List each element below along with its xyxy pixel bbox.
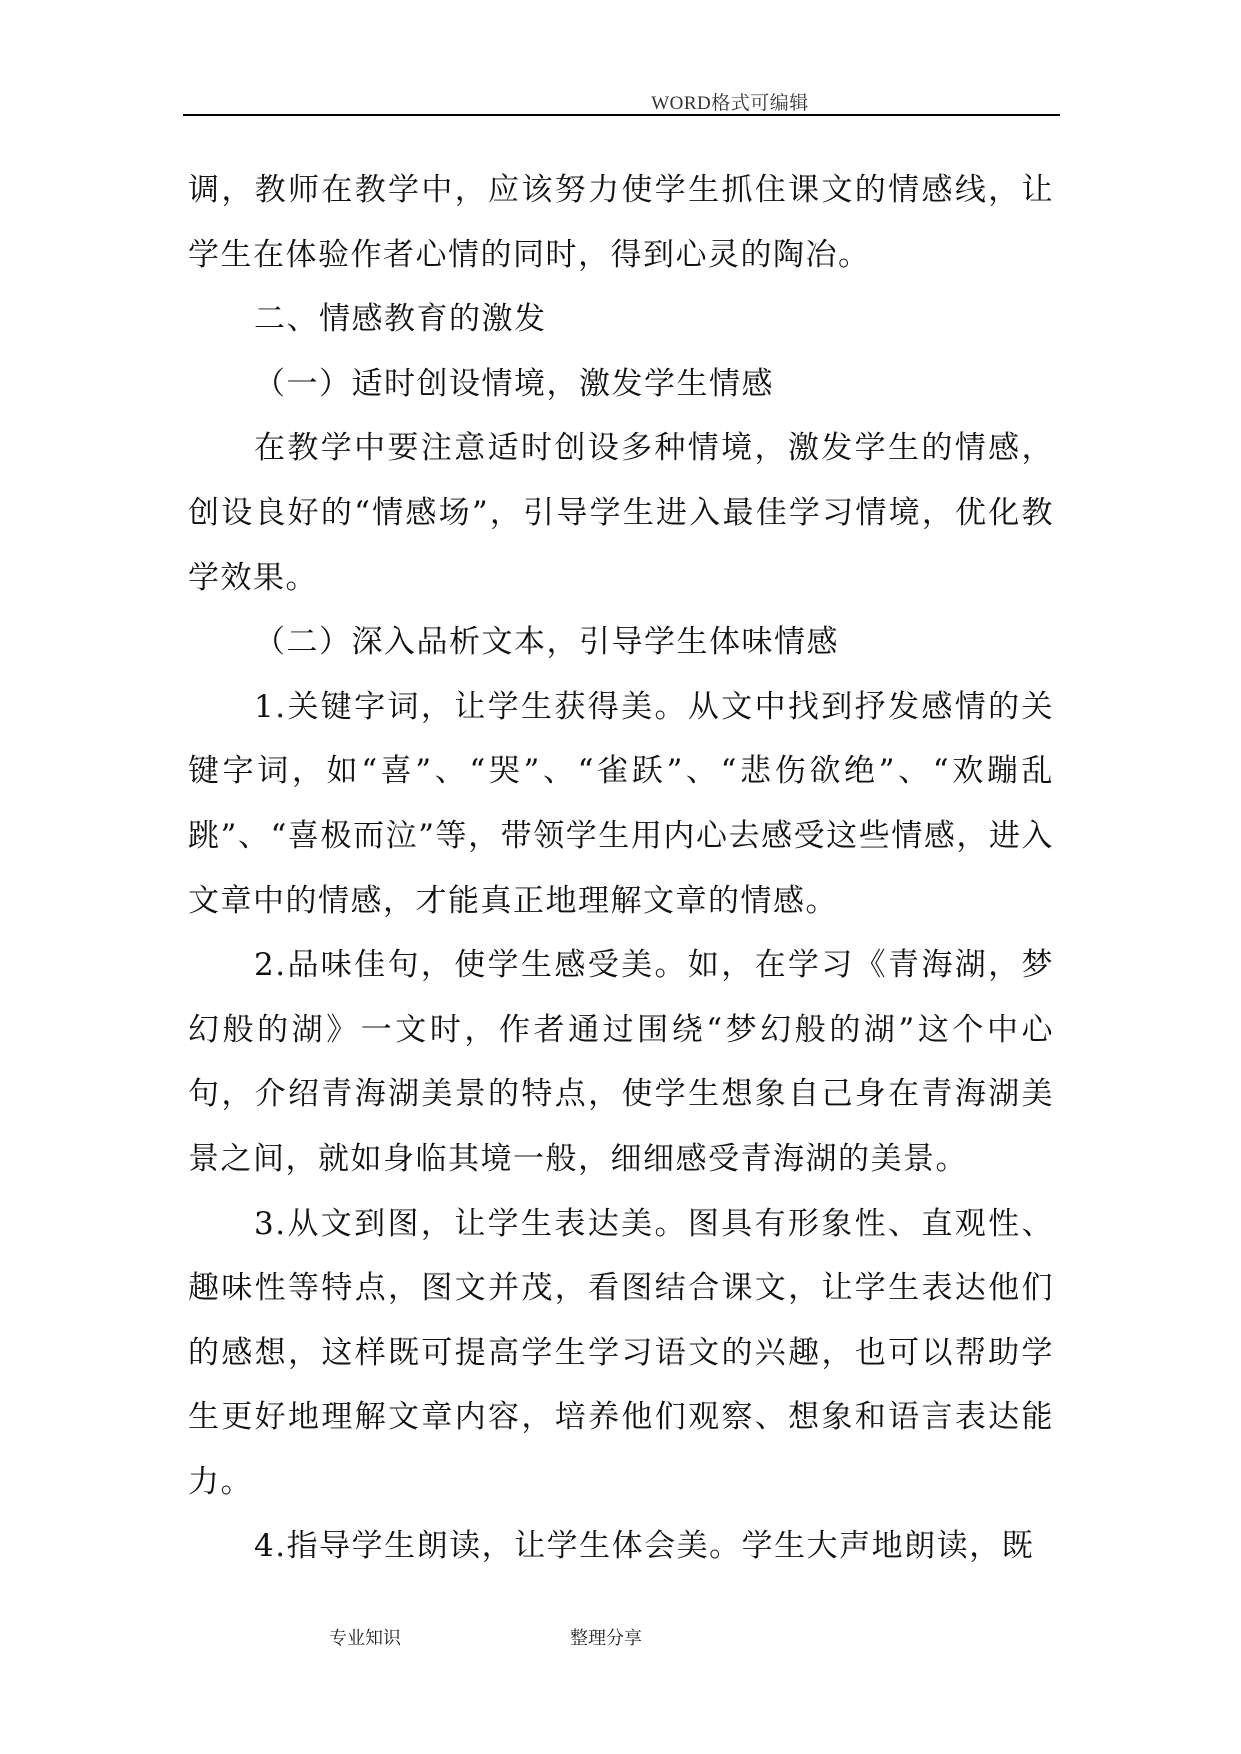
page-header-text: WORD格式可编辑 — [651, 93, 809, 114]
subsection-heading: （二）深入品析文本，引导学生体味情感 — [254, 624, 839, 661]
footer-left-text: 专业知识 — [329, 1628, 401, 1649]
list-item: 3.从文到图，让学生表达美。图具有形象性、直观性、趣味性等特点，图文并茂，看图结合课文，让学生表达他们的感想，这样既可提高学生学习语文的兴趣，也可以帮助学生更好地理解文章内容，培养他们观察、想象和语言表达能力。 — [188, 1205, 1054, 1500]
footer-right-text: 整理分享 — [570, 1628, 642, 1649]
paragraph: 在教学中要注意适时创设多种情境，激发学生的情感，创设良好的“情感场”，引导学生进入最佳学习情境，优化教学效果。 — [188, 430, 1054, 596]
paragraph: 调，教师在教学中，应该努力使学生抓住课文的情感线，让学生在体验作者心情的同时，得到心灵的陶冶。 — [188, 172, 1054, 273]
document-body — [188, 158, 1054, 1579]
list-item: 1.关键字词，让学生获得美。从文中找到抒发感情的关键字词，如“喜”、“哭”、“雀跃”、“悲伤欲绝”、“欢蹦乱跳”、“喜极而泣”等，带领学生用内心去感受这些情感，进入文章中的情感，才能真正地理解文章的情感。 — [188, 688, 1054, 919]
list-item: 4.指导学生朗读，让学生体会美。学生大声地朗读，既 — [254, 1528, 1035, 1565]
list-item: 2.品味佳句，使学生感受美。如，在学习《青海湖，梦幻般的湖》一文时，作者通过围绕“梦幻般的湖”这个中心句，介绍青海湖美景的特点，使学生想象自己身在青海湖美景之间，就如身临其境一般，细细感受青海湖的美景。 — [188, 947, 1054, 1177]
section-heading: 二、情感教育的激发 — [254, 301, 547, 338]
subsection-heading: （一）适时创设情境，激发学生情感 — [254, 365, 774, 402]
header-divider — [183, 114, 1060, 116]
